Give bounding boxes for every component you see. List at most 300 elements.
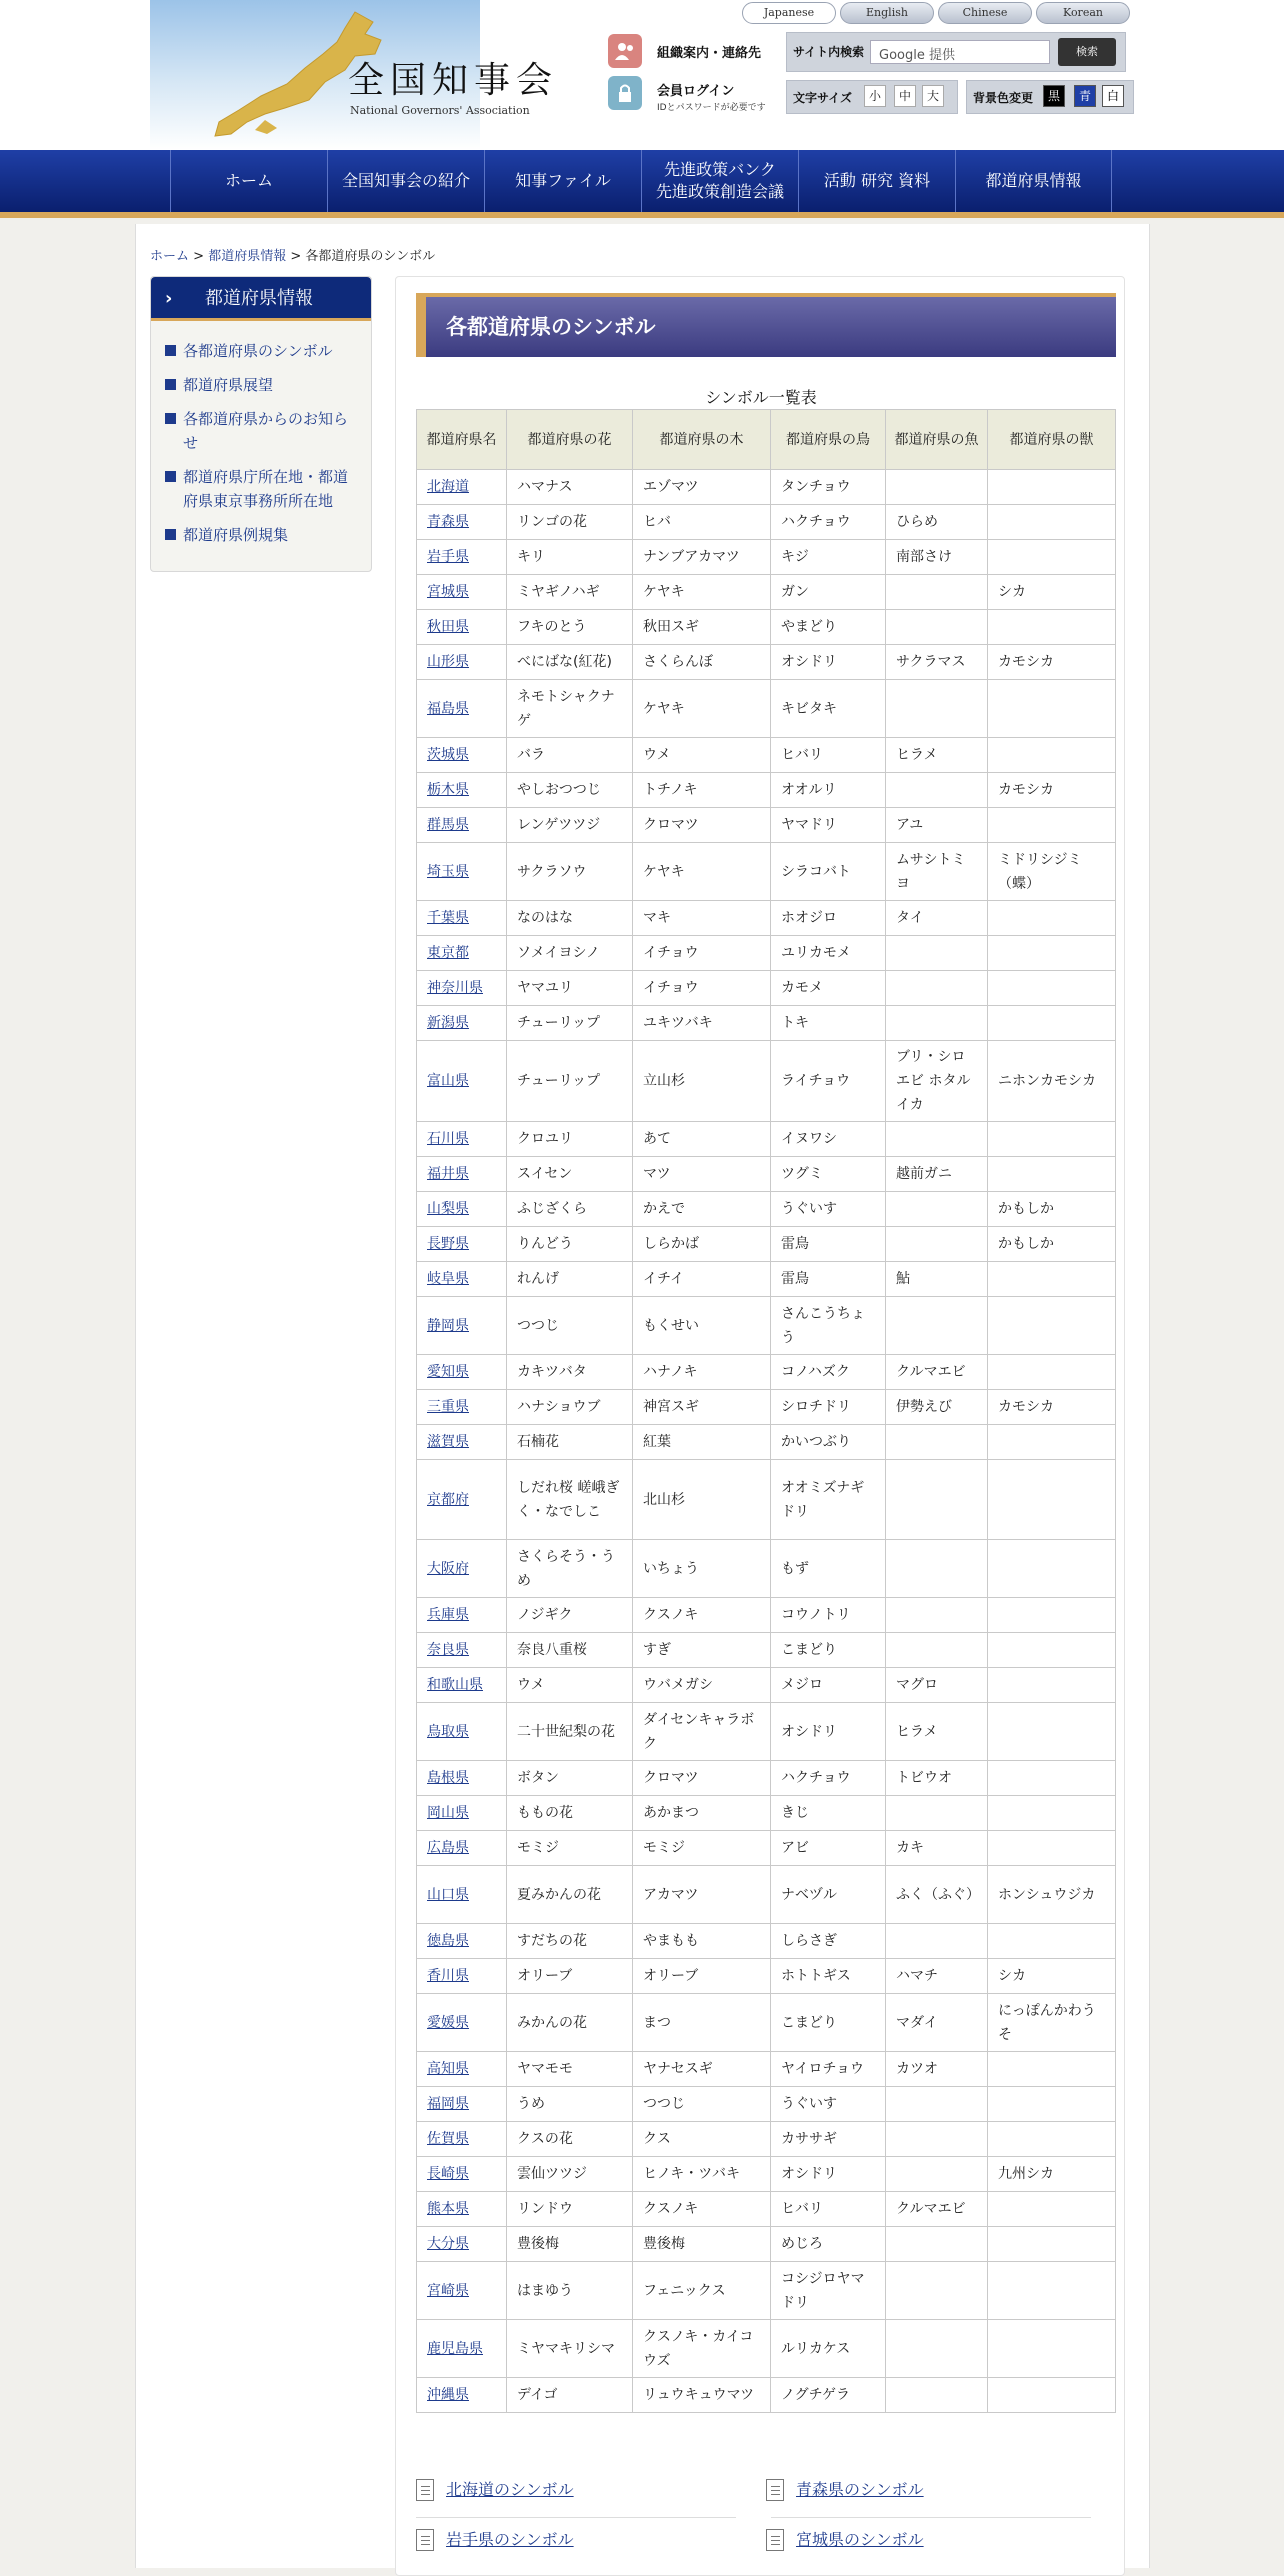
table-cell — [886, 1122, 988, 1157]
table-cell: 秋田スギ — [633, 610, 771, 645]
table-cell: やしおつつじ — [507, 773, 633, 808]
table-row — [417, 1540, 1116, 1598]
table-row — [417, 1006, 1116, 1041]
search-input[interactable]: Google 提供 — [870, 40, 1050, 64]
org-contact-link[interactable]: 組織案内・連絡先 — [657, 46, 762, 61]
table-cell — [886, 2262, 988, 2320]
table-cell — [886, 2227, 988, 2262]
table-cell: モミジ — [633, 1831, 771, 1866]
table-cell — [988, 1703, 1116, 1761]
prefecture-link[interactable]: 鳥取県 — [417, 1703, 507, 1761]
table-cell — [988, 1540, 1116, 1598]
nav-policy-bank[interactable]: 先進政策バンク 先進政策創造会議 — [641, 150, 798, 212]
table-cell: クロマツ — [633, 1761, 771, 1796]
bullet-icon — [165, 413, 176, 424]
table-cell — [886, 1006, 988, 1041]
table-cell: マダイ — [886, 1994, 988, 2052]
table-row — [417, 1425, 1116, 1460]
table-cell: しらさぎ — [771, 1924, 886, 1959]
bg-color-blue[interactable]: 青 — [1074, 85, 1096, 107]
document-icon — [766, 2529, 784, 2551]
table-row — [417, 2157, 1116, 2192]
table-cell — [988, 1262, 1116, 1297]
bg-color-white[interactable]: 白 — [1102, 85, 1124, 107]
org-contact-icon[interactable] — [608, 34, 642, 68]
breadcrumb-sep: > — [290, 249, 302, 264]
table-cell: いちょう — [633, 1540, 771, 1598]
chevron-right-icon: › — [165, 288, 173, 309]
prefecture-link[interactable]: 熊本県 — [417, 2192, 507, 2227]
table-cell — [886, 971, 988, 1006]
prefecture-link[interactable]: 宮城県 — [417, 575, 507, 610]
table-cell: チューリップ — [507, 1041, 633, 1122]
table-cell: もず — [771, 1540, 886, 1598]
table-cell — [988, 1122, 1116, 1157]
sidebar-item-symbols[interactable]: 各都道府県のシンボル — [161, 339, 361, 363]
table-cell: 神宮スギ — [633, 1390, 771, 1425]
table-cell: アユ — [886, 808, 988, 843]
table-cell: リンドウ — [507, 2192, 633, 2227]
table-cell: さくらんぼ — [633, 645, 771, 680]
table-cell — [886, 1425, 988, 1460]
col-prefecture: 都道府県名 — [417, 410, 507, 470]
table-cell: クスノキ・カイコウズ — [633, 2320, 771, 2378]
table-cell — [886, 2320, 988, 2378]
table-cell: ホオジロ — [771, 901, 886, 936]
table-cell: ウバメガシ — [633, 1668, 771, 1703]
table-cell: オリーブ — [633, 1959, 771, 1994]
lang-english[interactable]: English — [840, 2, 934, 24]
prefecture-link[interactable]: 秋田県 — [417, 610, 507, 645]
table-cell: トキ — [771, 1006, 886, 1041]
prefecture-link[interactable]: 佐賀県 — [417, 2122, 507, 2157]
table-cell: ノグチゲラ — [771, 2378, 886, 2413]
breadcrumb-home[interactable]: ホーム — [150, 249, 190, 264]
table-cell: ホトトギス — [771, 1959, 886, 1994]
table-cell: マグロ — [886, 1668, 988, 1703]
sidebar-title: › 都道府県情報 — [151, 277, 371, 321]
table-cell — [988, 971, 1116, 1006]
table-cell: ミヤマキリシマ — [507, 2320, 633, 2378]
table-cell: 北山杉 — [633, 1460, 771, 1540]
table-cell: ヒバリ — [771, 738, 886, 773]
link-aomori-symbols[interactable]: 青森県のシンボル — [766, 2477, 924, 2500]
table-cell — [988, 2192, 1116, 2227]
table-cell: タンチョウ — [771, 470, 886, 505]
nav-governors[interactable]: 知事ファイル — [484, 150, 641, 212]
table-cell — [988, 540, 1116, 575]
prefecture-link[interactable]: 岩手県 — [417, 540, 507, 575]
prefecture-link[interactable]: 静岡県 — [417, 1297, 507, 1355]
table-cell: ハナノキ — [633, 1355, 771, 1390]
table-cell — [988, 610, 1116, 645]
table-row — [417, 1460, 1116, 1540]
table-cell: きじ — [771, 1796, 886, 1831]
lang-chinese[interactable]: Chinese — [938, 2, 1032, 24]
prefecture-link[interactable]: 千葉県 — [417, 901, 507, 936]
table-cell: レンゲツツジ — [507, 808, 633, 843]
table-cell: フェニックス — [633, 2262, 771, 2320]
table-cell: シカ — [988, 1959, 1116, 1994]
table-cell: ふく（ふぐ） — [886, 1866, 988, 1924]
table-cell — [988, 1761, 1116, 1796]
prefecture-link[interactable]: 兵庫県 — [417, 1598, 507, 1633]
site-header — [0, 0, 1284, 150]
table-cell — [988, 680, 1116, 738]
table-cell: やまもも — [633, 1924, 771, 1959]
table-cell: ひらめ — [886, 505, 988, 540]
sidebar-item-offices[interactable]: 都道府県庁所在地・都道府県東京事務所所在地 — [161, 465, 361, 513]
prefecture-link[interactable]: 三重県 — [417, 1390, 507, 1425]
prefecture-link[interactable]: 青森県 — [417, 505, 507, 540]
table-row — [417, 1994, 1116, 2052]
table-cell: 奈良八重桜 — [507, 1633, 633, 1668]
table-cell: ふじざくら — [507, 1192, 633, 1227]
table-cell: ハクチョウ — [771, 1761, 886, 1796]
font-size-small[interactable]: 小 — [864, 85, 886, 107]
table-row — [417, 1831, 1116, 1866]
sidebar-item-regulations[interactable]: 都道府県例規集 — [161, 523, 361, 547]
table-cell: 雷鳥 — [771, 1227, 886, 1262]
table-cell: ナンブアカマツ — [633, 540, 771, 575]
table-cell — [886, 1227, 988, 1262]
table-cell: オシドリ — [771, 645, 886, 680]
table-cell — [886, 680, 988, 738]
table-cell: カモシカ — [988, 773, 1116, 808]
table-cell: ハマチ — [886, 1959, 988, 1994]
table-row — [417, 1866, 1116, 1924]
table-row — [417, 1633, 1116, 1668]
table-row — [417, 2192, 1116, 2227]
table-cell — [886, 2122, 988, 2157]
sidebar-item-notices[interactable]: 各都道府県からのお知らせ — [161, 407, 361, 455]
table-cell: ケヤキ — [633, 575, 771, 610]
bg-color-black[interactable]: 黒 — [1043, 85, 1065, 107]
sidebar-item-outlook[interactable]: 都道府県展望 — [161, 373, 361, 397]
table-cell: やまどり — [771, 610, 886, 645]
breadcrumb-current: 各都道府県のシンボル — [305, 249, 436, 264]
prefecture-link[interactable]: 埼玉県 — [417, 843, 507, 901]
table-cell: りんどう — [507, 1227, 633, 1262]
font-size-label: 文字サイズ — [793, 91, 853, 105]
table-row — [417, 1761, 1116, 1796]
link-hokkaido-symbols[interactable]: 北海道のシンボル — [416, 2477, 574, 2500]
table-cell — [988, 1796, 1116, 1831]
prefecture-link[interactable]: 和歌山県 — [417, 1668, 507, 1703]
table-cell: 伊勢えび — [886, 1390, 988, 1425]
table-cell — [886, 1540, 988, 1598]
divider — [771, 2517, 1091, 2518]
sidebar — [150, 276, 372, 572]
link-iwate-symbols[interactable]: 岩手県のシンボル — [416, 2527, 574, 2550]
table-row — [417, 1924, 1116, 1959]
table-row — [417, 505, 1116, 540]
divider — [416, 2517, 736, 2518]
table-cell: 越前ガニ — [886, 1157, 988, 1192]
table-cell: 鮎 — [886, 1262, 988, 1297]
table-row — [417, 936, 1116, 971]
table-cell: しだれ桜 嵯峨ぎく・なでしこ — [507, 1460, 633, 1540]
prefecture-link[interactable]: 新潟県 — [417, 1006, 507, 1041]
table-cell — [988, 2262, 1116, 2320]
prefecture-link[interactable]: 長野県 — [417, 1227, 507, 1262]
prefecture-link[interactable]: 愛知県 — [417, 1355, 507, 1390]
table-cell: ヒラメ — [886, 738, 988, 773]
table-cell — [886, 1633, 988, 1668]
table-cell: クルマエビ — [886, 2192, 988, 2227]
prefecture-link[interactable]: 茨城県 — [417, 738, 507, 773]
table-cell: ハナショウブ — [507, 1390, 633, 1425]
table-cell: かもしか — [988, 1192, 1116, 1227]
prefecture-link[interactable]: 徳島県 — [417, 1924, 507, 1959]
table-cell: うめ — [507, 2087, 633, 2122]
table-cell: ミドリシジミ（蝶） — [988, 843, 1116, 901]
document-icon — [416, 2529, 434, 2551]
table-cell: 紅葉 — [633, 1425, 771, 1460]
lock-icon[interactable] — [608, 76, 642, 110]
prefecture-link[interactable]: 宮崎県 — [417, 2262, 507, 2320]
prefecture-link[interactable]: 山梨県 — [417, 1192, 507, 1227]
table-cell: みかんの花 — [507, 1994, 633, 2052]
table-cell — [886, 936, 988, 971]
table-cell — [886, 2087, 988, 2122]
language-switcher — [742, 2, 1130, 24]
font-size-medium[interactable]: 中 — [894, 85, 916, 107]
bullet-icon — [165, 345, 176, 356]
bullet-icon — [165, 471, 176, 482]
table-cell: アカマツ — [633, 1866, 771, 1924]
table-cell — [988, 1425, 1116, 1460]
prefecture-link[interactable]: 愛媛県 — [417, 1994, 507, 2052]
table-row — [417, 610, 1116, 645]
table-cell: コノハズク — [771, 1355, 886, 1390]
table-row — [417, 1262, 1116, 1297]
table-cell — [988, 1831, 1116, 1866]
table-row — [417, 1227, 1116, 1262]
prefecture-link[interactable]: 香川県 — [417, 1959, 507, 1994]
table-cell: もくせい — [633, 1297, 771, 1355]
col-tree: 都道府県の木 — [633, 410, 771, 470]
prefecture-link[interactable]: 群馬県 — [417, 808, 507, 843]
nav-activities[interactable]: 活動 研究 資料 — [798, 150, 955, 212]
prefecture-link[interactable]: 福岡県 — [417, 2087, 507, 2122]
table-row — [417, 1122, 1116, 1157]
table-cell: ホンシュウジカ — [988, 1866, 1116, 1924]
table-cell: しらかば — [633, 1227, 771, 1262]
table-cell — [886, 2157, 988, 2192]
table-cell: うぐいす — [771, 1192, 886, 1227]
table-cell: キリ — [507, 540, 633, 575]
site-logo-english: National Governors' Association — [350, 104, 530, 117]
table-cell — [988, 2227, 1116, 2262]
prefecture-link[interactable]: 大阪府 — [417, 1540, 507, 1598]
table-cell: ネモトシャクナゲ — [507, 680, 633, 738]
table-cell: クスノキ — [633, 2192, 771, 2227]
table-cell — [988, 470, 1116, 505]
table-cell: サクラマス — [886, 645, 988, 680]
font-size-large[interactable]: 大 — [922, 85, 944, 107]
table-cell — [988, 1668, 1116, 1703]
table-row — [417, 1598, 1116, 1633]
table-cell: ダイセンキャラボク — [633, 1703, 771, 1761]
table-row — [417, 2320, 1116, 2378]
table-cell: ヤマモモ — [507, 2052, 633, 2087]
col-fish: 都道府県の魚 — [886, 410, 988, 470]
prefecture-link[interactable]: 高知県 — [417, 2052, 507, 2087]
prefecture-link[interactable]: 栃木県 — [417, 773, 507, 808]
table-cell: かもしか — [988, 1227, 1116, 1262]
table-cell: かいつぶり — [771, 1425, 886, 1460]
table-cell: ヤマドリ — [771, 808, 886, 843]
table-cell: カキ — [886, 1831, 988, 1866]
table-cell: うぐいす — [771, 2087, 886, 2122]
table-cell: あて — [633, 1122, 771, 1157]
table-row — [417, 2262, 1116, 2320]
login-note: IDとパスワードが必要です — [657, 103, 766, 113]
prefecture-link[interactable]: 広島県 — [417, 1831, 507, 1866]
prefecture-link[interactable]: 岐阜県 — [417, 1262, 507, 1297]
prefecture-link[interactable]: 奈良県 — [417, 1633, 507, 1668]
table-cell: スイセン — [507, 1157, 633, 1192]
table-cell — [988, 1006, 1116, 1041]
table-cell: ライチョウ — [771, 1041, 886, 1122]
table-cell: キジ — [771, 540, 886, 575]
table-cell: サクラソウ — [507, 843, 633, 901]
col-animal: 都道府県の獣 — [988, 410, 1116, 470]
nav-home[interactable]: ホーム — [170, 150, 327, 212]
table-cell: エゾマツ — [633, 470, 771, 505]
table-cell — [988, 901, 1116, 936]
table-cell: ヤナセスギ — [633, 2052, 771, 2087]
table-cell: ヒラメ — [886, 1703, 988, 1761]
table-cell: シカ — [988, 575, 1116, 610]
table-cell: カツオ — [886, 2052, 988, 2087]
table-cell: クルマエビ — [886, 1355, 988, 1390]
prefecture-link[interactable]: 山形県 — [417, 645, 507, 680]
table-row — [417, 1703, 1116, 1761]
col-bird: 都道府県の鳥 — [771, 410, 886, 470]
prefecture-link[interactable]: 鹿児島県 — [417, 2320, 507, 2378]
table-row — [417, 1390, 1116, 1425]
prefecture-link[interactable]: 東京都 — [417, 936, 507, 971]
table-cell: ガン — [771, 575, 886, 610]
table-cell: ナベヅル — [771, 1866, 886, 1924]
table-cell: オシドリ — [771, 2157, 886, 2192]
lang-japanese[interactable]: Japanese — [742, 2, 836, 24]
table-row — [417, 470, 1116, 505]
table-cell: つつじ — [507, 1297, 633, 1355]
table-cell — [988, 505, 1116, 540]
table-cell: 夏みかんの花 — [507, 1866, 633, 1924]
table-row — [417, 1192, 1116, 1227]
prefecture-link[interactable]: 神奈川県 — [417, 971, 507, 1006]
site-logo-text[interactable]: 全国知事会 — [348, 60, 559, 101]
table-cell — [886, 1924, 988, 1959]
table-cell — [988, 1157, 1116, 1192]
table-cell: イチイ — [633, 1262, 771, 1297]
table-cell: キビタキ — [771, 680, 886, 738]
table-cell: 雷鳥 — [771, 1262, 886, 1297]
table-cell: つつじ — [633, 2087, 771, 2122]
table-cell: デイゴ — [507, 2378, 633, 2413]
table-cell: フキのとう — [507, 610, 633, 645]
table-cell: 九州シカ — [988, 2157, 1116, 2192]
prefecture-link[interactable]: 長崎県 — [417, 2157, 507, 2192]
breadcrumb-prefecture-info[interactable]: 都道府県情報 — [208, 249, 287, 264]
table-cell — [886, 2378, 988, 2413]
table-row — [417, 1355, 1116, 1390]
sidebar-list — [151, 321, 371, 547]
prefecture-link[interactable]: 北海道 — [417, 470, 507, 505]
table-row — [417, 843, 1116, 901]
table-cell: リュウキュウマツ — [633, 2378, 771, 2413]
table-cell: ユリカモメ — [771, 936, 886, 971]
prefecture-link[interactable]: 島根県 — [417, 1761, 507, 1796]
table-cell: オリーブ — [507, 1959, 633, 1994]
nav-about[interactable]: 全国知事会の紹介 — [327, 150, 484, 212]
breadcrumb — [150, 245, 435, 264]
prefecture-link[interactable]: 石川県 — [417, 1122, 507, 1157]
table-cell: ボタン — [507, 1761, 633, 1796]
table-cell: ムサシトミヨ — [886, 843, 988, 901]
table-cell — [988, 2320, 1116, 2378]
table-cell: マキ — [633, 901, 771, 936]
nav-prefecture-info[interactable]: 都道府県情報 — [955, 150, 1112, 212]
table-cell: ノジギク — [507, 1598, 633, 1633]
prefecture-link[interactable]: 滋賀県 — [417, 1425, 507, 1460]
prefecture-link[interactable]: 沖縄県 — [417, 2378, 507, 2413]
table-row — [417, 1297, 1116, 1355]
lang-korean[interactable]: Korean — [1036, 2, 1130, 24]
member-login-link[interactable]: 会員ログイン — [657, 84, 735, 99]
bullet-icon — [165, 529, 176, 540]
prefecture-link[interactable]: 福井県 — [417, 1157, 507, 1192]
prefecture-link[interactable]: 山口県 — [417, 1866, 507, 1924]
table-cell — [988, 808, 1116, 843]
search-button[interactable]: 検索 — [1058, 38, 1116, 66]
table-cell: タイ — [886, 901, 988, 936]
table-cell: すだちの花 — [507, 1924, 633, 1959]
prefecture-link[interactable]: 福島県 — [417, 680, 507, 738]
table-cell: かえで — [633, 1192, 771, 1227]
table-cell: 石楠花 — [507, 1425, 633, 1460]
table-cell: マツ — [633, 1157, 771, 1192]
prefecture-link[interactable]: 岡山県 — [417, 1796, 507, 1831]
table-cell — [988, 1460, 1116, 1540]
table-row — [417, 971, 1116, 1006]
main-content — [395, 276, 1125, 2576]
prefecture-link[interactable]: 京都府 — [417, 1460, 507, 1540]
table-cell — [886, 610, 988, 645]
table-row — [417, 680, 1116, 738]
prefecture-link[interactable]: 富山県 — [417, 1041, 507, 1122]
table-cell: クス — [633, 2122, 771, 2157]
table-cell: さくらそう・うめ — [507, 1540, 633, 1598]
table-cell: ソメイヨシノ — [507, 936, 633, 971]
table-cell: トビウオ — [886, 1761, 988, 1796]
link-miyagi-symbols[interactable]: 宮城県のシンボル — [766, 2527, 924, 2550]
table-cell: ブリ・シロエビ ホタルイカ — [886, 1041, 988, 1122]
prefecture-link[interactable]: 大分県 — [417, 2227, 507, 2262]
table-cell: リンゴの花 — [507, 505, 633, 540]
search-label: サイト内検索 — [793, 45, 865, 59]
table-cell — [988, 1633, 1116, 1668]
table-cell — [886, 575, 988, 610]
table-cell: ヒバ — [633, 505, 771, 540]
table-cell: ヒバリ — [771, 2192, 886, 2227]
table-caption: シンボル一覧表 — [705, 388, 817, 407]
table-cell: シラコバト — [771, 843, 886, 901]
